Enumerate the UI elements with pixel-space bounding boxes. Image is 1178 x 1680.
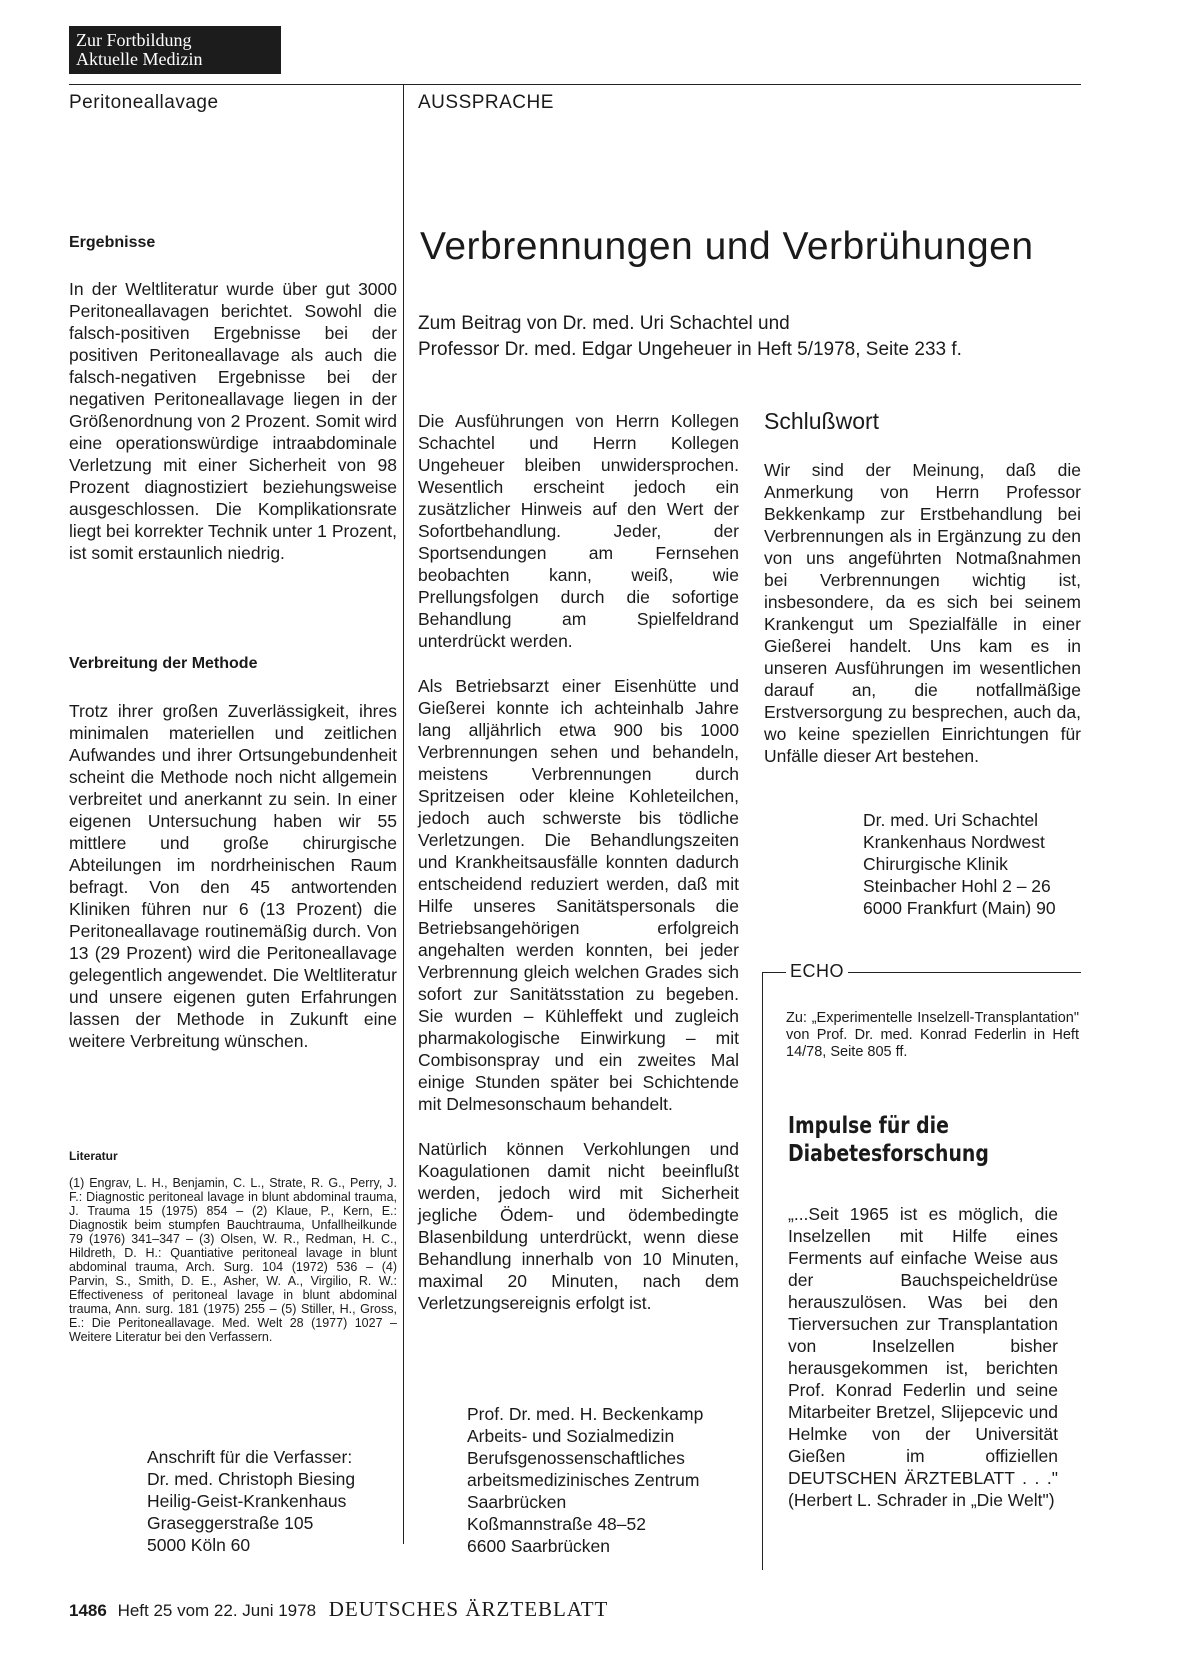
series-line-2: Aktuelle Medizin bbox=[76, 49, 203, 69]
address-line: 5000 Köln 60 bbox=[147, 1535, 251, 1555]
address-line: Dr. med. Christoph Biesing bbox=[147, 1469, 356, 1489]
signature-line: Berufsgenossenschaftliches bbox=[467, 1448, 685, 1468]
signature-line: Dr. med. Uri Schachtel bbox=[863, 810, 1039, 830]
letter-paragraph-2: Als Betriebsarzt einer Eisenhütte und Gießerei konnte ich achteinhalb Jahre lang alljährlich etwa 900 bis 1000 Verbrennungen sehen und behandeln, meistens Verbrennungen durch Spritzeisen oder kleine Kohleteilchen, jedoch auch schwerste bis tödliche Verletzungen. Die Behandlungszeiten und Krankheitsausfälle konnten dadurch entscheidend reduziert werden, daß mit Hilfe unseres Sanitätspersonals die Betriebsangehörigen erfolgreich angehalten werden konnten, bei jeder Verbrennung gleich welchen Grades sich sofort zur Sanitätsstation zu begeben. Sie wurden – Kühleffekt und zugleich pharmakologische Einwirkung – mit Combisonspray und ein zweites Mal einige Stunden später bei Schichtende mit Delmesonschaum behandelt. bbox=[418, 676, 739, 1114]
signature-line: Saarbrücken bbox=[467, 1492, 567, 1512]
schlusswort-text: Wir sind der Meinung, daß die Anmerkung von Herrn Professor Bekkenkamp zur Erstbehandlung bei Verbrennungen als in Ergänzung zu den von uns angeführten Notmaßnahmen bei Verbrennungen wichtig ist, insbesondere, da es sich bei seinem Krankengut um Spezialfälle in einer Gießerei handelt. Uns kam es in unseren Ausführungen im wesentlichen darauf an, die notfallmäßige Erstversorgung zu besprechen, auch da, wo keine speziellen Einrichtungen für Unfälle dieser Art bestehen. bbox=[764, 460, 1081, 766]
letter-paragraph-1: Die Ausführungen von Herrn Kollegen Schachtel und Herrn Kollegen Ungeheuer bleiben unwidersprochen. Wesentlich erscheint jedoch ein zusätzlicher Hinweis auf den Wert der Sofortbehandlung. Jeder, der Sportsendungen am Fernsehen beobachten kann, weiß, wie Prellungsfolgen durch die sofortige Behandlung am Spielfeldrand unterdrückt werden. bbox=[418, 411, 739, 651]
ergebnisse-heading: Ergebnisse bbox=[69, 234, 156, 251]
page-footer bbox=[69, 1597, 608, 1622]
literatur-text: (1) Engrav, L. H., Benjamin, C. L., Strate, R. G., Perry, J. F.: Diagnostic peritoneal lavage in blunt abdominal trauma, J. Trauma 15 (1975) 854 – (2) Klaue, P., Kern, E.: Diagnostik beim stumpfen Bauchtrauma, Unfallheilkunde 79 (1976) 341–347 – (3) Olsen, W. R., Redman, H. C., Hildreth, D. H.: Quantiative peritoneal lavage in blunt abdominal trauma, Arch. Surg. 104 (1972) 536 – (4) Parvin, S., Smith, D. E., Asher, W. A., Virgilio, R. W.: Effectiveness of peritoneal lavage in blunt abdominal trauma, Ann. surg. 181 (1975) 255 – (5) Stiller, H., Gross, E.: Die Peritoneallavage. Med. Welt 28 (1977) 1027 – Weitere Literatur bei den Verfassern. bbox=[69, 1176, 397, 1344]
header-rule bbox=[69, 84, 1081, 85]
echo-label: ECHO bbox=[786, 961, 848, 982]
letter-column bbox=[418, 410, 739, 1314]
signature-line: Prof. Dr. med. H. Beckenkamp bbox=[467, 1404, 704, 1424]
echo-title bbox=[788, 1112, 989, 1168]
page-number: 1486 bbox=[69, 1601, 107, 1620]
signature-line: 6000 Frankfurt (Main) 90 bbox=[863, 898, 1056, 918]
address-line: Anschrift für die Verfasser: bbox=[147, 1447, 353, 1467]
article-title: Verbrennungen und Verbrühungen bbox=[420, 225, 1034, 268]
right-section-label: AUSSPRACHE bbox=[418, 92, 554, 113]
letter-signature bbox=[467, 1403, 703, 1557]
article-subtitle bbox=[418, 311, 1078, 363]
echo-title-line: Impulse für die bbox=[788, 1113, 949, 1139]
signature-line: Koßmannstraße 48–52 bbox=[467, 1514, 646, 1534]
signature-line: 6600 Saarbrücken bbox=[467, 1536, 611, 1556]
address-line: Graseggerstraße 105 bbox=[147, 1513, 314, 1533]
series-badge bbox=[69, 26, 281, 74]
left-section-label: Peritoneallavage bbox=[69, 92, 219, 113]
verbreitung-heading: Verbreitung der Methode bbox=[69, 655, 258, 672]
echo-quote: „...Seit 1965 ist es möglich, die Inselzellen mit Hilfe eines Ferments auf einfache Weise aus der Bauchspeicheldrüse herauszulösen. Was bei den Tierversuchen zur Transplantation von Inselzellen bisher herausgekommen ist, berichten Prof. Konrad Federlin und seine Mitarbeiter Bretzel, Slijepcevic und Helmke von der Universität Gießen im offiziellen DEUTSCHEN ÄRZTEBLATT . . ." (Herbert L. Schrader in „Die Welt") bbox=[788, 1204, 1058, 1510]
ergebnisse-text: In der Weltliteratur wurde über gut 3000 Peritoneallavagen berichtet. Sowohl die falsch-positiven Ergebnisse bei der positiven Peritoneallavage als auch die falsch-negativen Ergebnisse bei der negativen Peritoneallavage liegen in der Größenordnung von 2 Prozent. Somit wird eine operationswürdige intraabdominale Verletzung mit einer Sicherheit von 98 Prozent diagnostiziert beziehungsweise ausgeschlossen. Die Komplikationsrate liegt bei korrekter Technik unter 1 Prozent, ist somit erstaunlich niedrig. bbox=[69, 279, 397, 563]
verbreitung-text: Trotz ihrer großen Zuverlässigkeit, ihres minimalen materiellen und zeitlichen Aufwandes und ihrer Ortsungebundenheit scheint die Methode noch nicht allgemein verbreitet und anerkannt zu sein. In einer eigenen Untersuchung haben wir 55 mittlere und große chirurgische Abteilungen im nordrheinischen Raum befragt. Von den 45 antwortenden Kliniken führen nur 6 (13 Prozent) die Peritoneallavage routinemäßig durch. Von 13 (29 Prozent) wird die Peritoneallavage gelegentlich angewendet. Die Weltliteratur und unsere eigenen guten Erfahrungen lassen der Methode in Zukunft eine weitere Verbreitung wünschen. bbox=[69, 701, 397, 1051]
address-line: Heilig-Geist-Krankenhaus bbox=[147, 1491, 347, 1511]
author-address bbox=[147, 1446, 355, 1556]
subtitle-line: Zum Beitrag von Dr. med. Uri Schachtel und bbox=[418, 313, 790, 334]
column-divider bbox=[403, 84, 404, 1544]
schlusswort-signature bbox=[863, 809, 1056, 919]
subtitle-line: Professor Dr. med. Edgar Ungeheuer in Heft 5/1978, Seite 233 f. bbox=[418, 339, 962, 360]
literatur-heading: Literatur bbox=[69, 1149, 118, 1163]
signature-line: Krankenhaus Nordwest bbox=[863, 832, 1045, 852]
issue-info: Heft 25 vom 22. Juni 1978 bbox=[117, 1601, 317, 1620]
letter-paragraph-3: Natürlich können Verkohlungen und Koagulationen damit nicht beeinflußt werden, jedoch wird mit Sicherheit jegliche Ödem- und ödembedingte Blasenbildung unterdrückt, wenn diese Behandlung innerhalb von 10 Minuten, maximal 20 Minuten, nach dem Verletzungsereignis erfolgt ist. bbox=[418, 1139, 739, 1313]
signature-line: Chirurgische Klinik bbox=[863, 854, 1008, 874]
echo-title-line: Diabetesforschung bbox=[788, 1141, 989, 1167]
signature-line: Arbeits- und Sozialmedizin bbox=[467, 1426, 675, 1446]
echo-reference: Zu: „Experimentelle Inselzell-Transplantation" von Prof. Dr. med. Konrad Federlin in Heft 14/78, Seite 805 ff. bbox=[786, 1010, 1079, 1060]
series-line-1: Zur Fortbildung bbox=[76, 30, 192, 50]
signature-line: Steinbacher Hohl 2 – 26 bbox=[863, 876, 1051, 896]
magazine-name: DEUTSCHES ÄRZTEBLATT bbox=[328, 1597, 609, 1621]
signature-line: arbeitsmedizinisches Zentrum bbox=[467, 1470, 700, 1490]
schlusswort-heading: Schlußwort bbox=[764, 408, 880, 434]
